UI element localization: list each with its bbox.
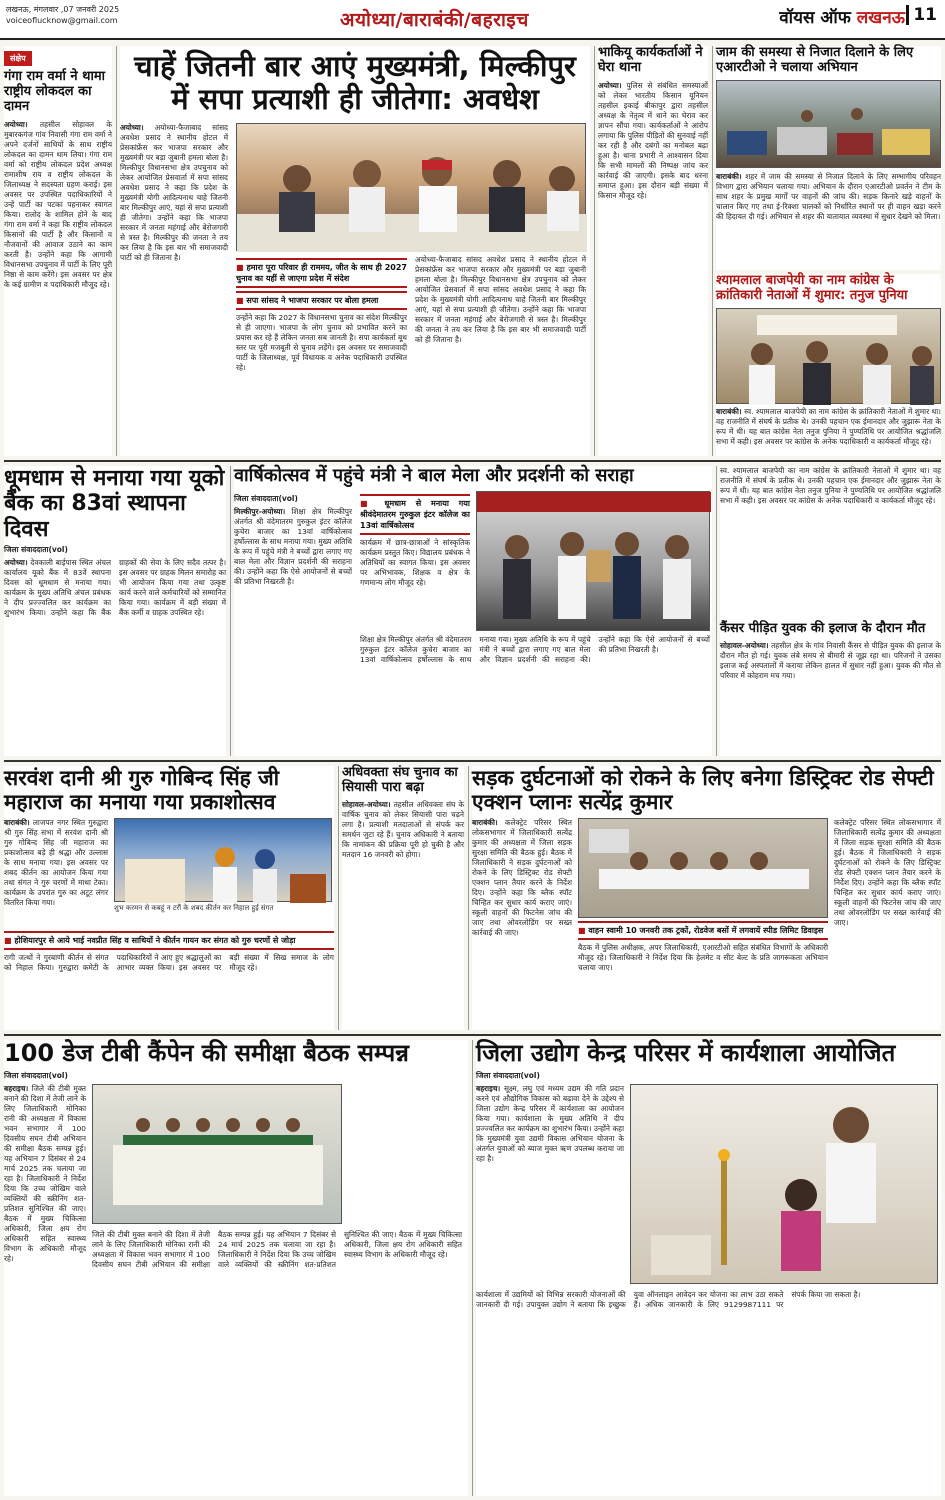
guru-headline: सरवंश दानी श्री गुरु गोबिन्द सिंह जी महाराज का मनाया गया प्रकाशोत्सव [4,766,280,815]
brand-city: लखनऊ [856,8,905,28]
column-rule [468,766,469,1030]
email-line: voiceoflucknow@gmail.com [6,16,118,25]
police-body [598,81,708,441]
jam-article [716,46,941,270]
shyamlal-photo-illustration [717,309,942,405]
brief-headline: गंगा राम वर्मा ने थामा राष्ट्रीय लोकदल का दामन [4,69,105,114]
brief-dateline: अयोध्या। [4,119,28,129]
road-article [472,766,941,1030]
police-dateline: अयोध्या। [598,80,622,90]
guru-text: लाजपत नगर स्थित गुरुद्वारा श्री गुरु सिंह सभा में सरवंश दानी श्री गुरु गोबिन्द सिंह जी महाराज का प्रकाशोत्सव बड़े ही श्रद्धा और उल्लास के साथ मनाया गया। इस अवसर पर शबद कीर्तन का आयोजन किया गया तथा संगत ने गुरु चरणों में माथा टेका। कार्यक्रम के उपरांत गुरु का अटूट लंगर वितरित किया गया। [4,818,108,908]
guru-body-bottom [4,953,334,1035]
lead-photo [236,123,586,251]
police-headline: भाकियू कार्यकर्ताओं ने घेरा थाना [598,45,703,75]
jam-headline: जाम की समस्या से निजात दिलाने के लिए एआरटीओ ने चलाया अभियान [716,45,914,75]
road-body-mid [578,943,828,1003]
tb-byline: जिला संवाददाता(vol) [4,1070,68,1080]
column-rule [472,1040,473,1496]
tb-photo [92,1084,342,1224]
tb-text-2: जिले की टीबी मुक्त बनाने की दिशा में तेजी लाने के लिए जिलाधिकारी मोनिका रानी की अध्यक्षता में विकास भवन सभागार में 100 दिवसीय सघन टीबी अभियान की समीक्षा बैठक सम्पन्न हुई। यह अभियान 7 दिसंबर से 24 मार्च 2025 तक चलाया जा रहा है। जिलाधिकारी ने निर्देश दिया कि उच्च जोखिम वाले व्यक्तियों की स्क्रीनिंग शत-प्रतिशत सुनिश्चित की जाए। बैठक में मुख्य चिकित्सा अधिकारी, जिला क्षय रोग अधिकारी सहित स्वास्थ्य विभाग के अधिकारी मौजूद रहे। [92,1229,462,1269]
brand-prefix: वॉयस ऑफ [779,8,851,28]
guru-photo-caption: शुभ करमन से कबहूं न टरौं के शबद कीर्तन कर निहाल हुई संगत [114,904,274,913]
road-photo [578,818,828,918]
annual-body-mid [360,491,471,587]
bank-byline: जिला संवाददाता(vol) [4,544,68,554]
column-rule [594,46,595,456]
police-text: पुलिस से संबंधित समस्याओं को लेकर भारतीय किसान यूनियन तहसील इकाई बीकापुर द्वारा तहसील अध्यक्ष के नेतृत्व में थाने का घेराव कर ज्ञापन सौंपा गया। कार्यकर्ताओं ने आरोप लगाया कि पुलिस पीड़ितों की सुनवाई नहीं कर रही है और दबंगों का मनोबल बढ़ा हुआ है। थाना प्रभारी ने आश्वासन दिया कि सभी मामलों की निष्पक्ष जांच कर कार्रवाई की जाएगी। इसके बाद धरना समाप्त हुआ। इस दौरान बड़ी संख्या में किसान मौजूद रहे। [598,80,708,200]
bank-body [4,558,226,766]
guru-quote: ■ होशियारपुर से आये भाई नवप्रीत सिंह व साथियों ने कीर्तन गायन कर संगत को गुरु चरणों से जोड़ा [4,931,334,950]
election-body [342,800,464,1000]
page-number: 11 [906,5,937,25]
section-title: अयोध्या/बाराबंकी/बहराइच [340,9,529,31]
column-rule [116,46,117,456]
guru-photo-illustration [115,819,333,903]
annual-quote: ■ धूमधाम से मनाया गया श्रीवंदेमातरम गुरुकुल इंटर कॉलेज का 13वां वार्षिकोत्सव [360,494,470,535]
annual-body-left [234,491,352,741]
brief-text: तहसील सोहावल के मुबारकगंज गांव निवासी गंगा राम वर्मा ने अपने दर्जनों साथियों के साथ राष्ट्रीय लोकदल का दामन थाम लिया। गंगा राम वर्मा को राष्ट्रीय लोकदल प्रदेश अध्यक्ष रामाशीष राय व राष्ट्रीय लोकदल के जिलाध्यक्ष ने सदस्यता ग्रहण कराई। इस अवसर पर उपस्थित पदाधिकारियों ने उन्हें पार्टी का पटका पहनाकर स्वागत किया। रालोद के शामिल होने के बाद गंगा राम वर्मा ने कहा कि राष्ट्रीय लोकदल किसानों की पार्टी है और किसानों व नौजवानों की आवाज उठाने का काम करती है। उन्होंने कहा कि आगामी विधानसभा उपचुनाव में पार्टी के लिए पूरी निष्ठा से काम करेंगे। इस अवसर पर क्षेत्र के कई ग्रामीण व पदाधिकारी मौजूद रहे। [4,119,112,289]
bank-headline: धूमधाम से मनाया गया यूको बैंक का 83वां स्थापना दिवस [4,466,225,542]
annual-text-2: कार्यक्रम में छात्र-छात्राओं ने सांस्कृतिक कार्यक्रम प्रस्तुत किए। विद्यालय प्रबंधक ने अतिथियों का स्वागत किया। इस अवसर पर अभिभावक, शिक्षक व क्षेत्र के गणमान्य लोग मौजूद रहे। [360,537,470,587]
lead-headline: चाहें जितनी बार आएं मुख्यमंत्री, मिल्कीपुर में सपा प्रत्याशी ही जीतेगा: अवधेश [134,49,576,117]
road-body-left [472,818,572,1008]
lead-text-3: अयोध्या-फैजाबाद सांसद अवधेश प्रसाद ने स्थानीय होटल में प्रेसकांफ्रेंस कर भाजपा सरकार और मुख्यमंत्री पर बड़ा जुबानी हमला बोला है। मिल्कीपुर विधानसभा क्षेत्र उपचुनाव को लेकर आयोजित प्रेसवार्ता में सपा सांसद अवधेश प्रसाद ने कहा कि प्रदेश के मुख्यमंत्री योगी आदित्यनाथ चाहे जितनी बार मिल्कीपुर आएं, यहां से सपा प्रत्याशी ही जीतेगा। उन्होंने कहा कि भाजपा सरकार में जनता महंगाई और बेरोजगारी से त्रस्त है। मिल्कीपुर की जनता ने तय कर लिया है कि इस बार भी समाजवादी पार्टी को ही जिताना है। [415,254,586,344]
masthead [0,0,945,40]
annual-photo [476,491,710,631]
jam-text: शहर में जाम की समस्या से निजात दिलाने के लिए सम्भागीय परिवहन विभाग द्वारा अभियान चलाया गया। अभियान के दौरान एआरटीओ प्रवर्तन ने टीम के साथ शहर के प्रमुख मार्गों पर वाहनों की जांच की। सड़क किनारे खड़े वाहनों के चालान किए गए तथा ई-रिक्शा चालकों को निर्धारित स्थानों पर ही वाहन खड़ा करने की हिदायत दी गई। अभियान से शहर की यातायात व्यवस्था में सुधार देखने को मिला। [716,171,941,221]
column-rule [230,466,231,756]
election-quote: ■ वाहन स्वामी 10 जनवरी तक ट्रकों, रोडवेज बसों में लगवायें स्पीड लिमिट डिवाइस [578,921,828,940]
shyamlal-body [716,407,941,457]
cancer-body [720,641,941,751]
section-rule [4,1034,941,1036]
jam-body [716,172,941,272]
brand-logo [779,5,905,28]
shyamlal-article [716,274,941,456]
industry-article [476,1040,941,1496]
shyamlal-text-cont: स्व. श्यामलाल बाजपेयी का नाम कांग्रेस के क्रांतिकारी नेताओं में शुमार था। वह राजनीति में संघर्ष के प्रतीक थे। उनकी पहचान एक ईमानदार और जुझारू नेता के रूप में थी। यह बात कांग्रेस नेता तनुज पुनिया ने पुण्यतिथि पर आयोजित श्रद्धांजलि सभा में कही। इस अवसर पर कांग्रेस के अनेक पदाधिकारी व कार्यकर्ता मौजूद रहे। [720,466,941,505]
tb-photo-illustration [93,1085,343,1225]
tb-text: जिले की टीबी मुक्त बनाने की दिशा में तेजी लाने के लिए जिलाधिकारी मोनिका रानी की अध्यक्षता में विकास भवन सभागार में 100 दिवसीय सघन टीबी अभियान की समीक्षा बैठक सम्पन्न हुई। यह अभियान 7 दिसंबर से 24 मार्च 2025 तक चलाया जा रहा है। जिलाधिकारी ने निर्देश दिया कि उच्च जोखिम वाले व्यक्तियों की स्क्रीनिंग शत-प्रतिशत सुनिश्चित की जाए। बैठक में मुख्य चिकित्सा अधिकारी, जिला क्षय रोग अधिकारी सहित स्वास्थ्य विभाग के अधिकारी मौजूद रहे। [4,1083,86,1263]
annual-body-right [360,635,710,755]
lead-article [120,46,590,456]
industry-body-left [476,1084,624,1284]
annual-dateline: मिल्कीपुर-अयोध्या। [234,506,286,516]
column-rule [338,766,339,1030]
industry-text: सूक्ष्म, लघु एवं मध्यम उद्यम की गति प्रदान करने एवं औद्योगिक विकास को बढ़ावा देने के उद्देश्य से जिला उद्योग केन्द्र परिसर में कार्यशाला का आयोजन किया गया। कार्यशाला के मुख्य अतिथि ने दीप प्रज्ज्वलित कर कार्यक्रम का शुभारंभ किया। उन्होंने कहा कि मुख्यमंत्री युवा उद्यमी विकास अभियान योजना के अंतर्गत युवाओं को ब्याज मुक्त ऋण उपलब्ध कराया जा रहा है। [476,1083,624,1163]
industry-headline: जिला उद्योग केन्द्र परिसर में कार्यशाला आयोजित [476,1039,896,1067]
shyamlal-dateline: बाराबंकी। [716,406,742,416]
guru-article [4,766,334,1030]
industry-text-2: कार्यशाला में उद्यमियों को विभिन्न सरकारी योजनाओं की जानकारी दी गई। उपायुक्त उद्योग ने बताया कि इच्छुक युवा ऑनलाइन आवेदन कर योजना का लाभ उठा सकते हैं। अधिक जानकारी के लिए 9129987111 पर संपर्क किया जा सकता है। [476,1289,861,1309]
guru-dateline: बाराबंकी। [4,818,30,828]
shyamlal-headline: श्यामलाल बाजपेयी का नाम कांग्रेस के क्रांतिकारी नेताओं में शुमार: तनुज पुनिया [716,273,908,303]
jam-photo [716,80,941,168]
jam-dateline: बाराबंकी। [716,171,742,181]
jam-photo-illustration [717,81,942,169]
date-line: लखनऊ, मंगलवार ,07 जनवरी 2025 [6,5,120,14]
cancer-text: तहसील क्षेत्र के गांव निवासी कैंसर से पीड़ित युवक की इलाज के दौरान मौत हो गई। युवक लंबे समय से बीमारी से जूझ रहा था। परिजनों ने उसका इलाज कई अस्पतालों में कराया लेकिन हालत में सुधार नहीं हुआ। युवक की मौत से परिवार में कोहराम मच गया। [720,640,941,680]
election-dateline: सोहावल-अयोध्या। [342,799,391,809]
annual-photo-illustration [477,492,711,632]
tb-headline: 100 डेज टीबी कैंपेन की समीक्षा बैठक सम्पन्न [4,1039,409,1067]
lead-body-mid [236,255,407,451]
industry-photo-illustration [631,1085,939,1285]
tb-dateline: बहराइच। [4,1083,29,1093]
police-article [598,46,708,456]
guru-body-left [4,818,108,928]
tb-body-left [4,1084,86,1484]
shyamlal-photo [716,308,941,404]
road-photo-illustration [579,819,829,919]
masthead-meta [6,4,119,26]
brief-article [4,46,112,456]
road-text: कलेक्ट्रेट परिसर स्थित लोकसभागार में जिलाधिकारी सत्येंद्र कुमार की अध्यक्षता में जिला सड़क सुरक्षा समिति की बैठक हुई। बैठक में जिलाधिकारी ने सड़क दुर्घटनाओं को रोकने के लिए डिस्ट्रिक्ट रोड सेफ्टी एक्शन प्लान तैयार करने के निर्देश दिए। उन्होंने कहा कि ब्लैक स्पॉट चिन्हित कर सुधार कार्य कराए जाएं। स्कूली वाहनों की फिटनेस जांच की जाए तथा ओवरलोडिंग पर सख्त कार्रवाई की जाए। [472,818,572,938]
brief-tag: संक्षेप [4,51,32,66]
annual-text-3: शिक्षा क्षेत्र मिल्कीपुर अंतर्गत श्री वंदेमातरम गुरुकुल इंटर कॉलेज कुचेरा बाजार का 13वां वार्षिकोत्सव हर्षोल्लास के साथ मनाया गया। मुख्य अतिथि के रूप में पहुंचे मंत्री ने बच्चों द्वारा लगाए गए बाल मेला और विज्ञान प्रदर्शनी की सराहना की। उन्होंने कहा कि ऐसे आयोजनों से बच्चों की प्रतिभा निखरती है। [360,634,710,664]
industry-photo [630,1084,938,1284]
guru-photo [114,818,332,902]
road-body-right [834,818,941,1038]
section-rule [4,460,941,462]
shyamlal-body-cont [720,466,941,616]
lead-text-2: उन्होंने कहा कि 2027 के विधानसभा चुनाव का संदेश मिल्कीपुर से ही जाएगा। भाजपा के लोग चुनाव को प्रभावित करने का प्रयास कर रहे हैं लेकिन जनता सब जानती है। सपा कार्यकर्ता बूथ स्तर पर पूरी मजबूती से चुनाव लड़ेंगे। इस अवसर पर समाजवादी पार्टी के जिलाध्यक्ष, पूर्व विधायक व अनेक पदाधिकारी उपस्थित रहे। [236,312,407,372]
lead-body-left [120,123,228,453]
bank-article [4,466,226,756]
guru-text-2: रागी जत्थों ने गुरबाणी कीर्तन से संगत को निहाल किया। गुरुद्वारा कमेटी के पदाधिकारियों ने आए हुए श्रद्धालुओं का आभार व्यक्त किया। इस अवसर पर बड़ी संख्या में सिख समाज के लोग मौजूद रहे। [4,953,334,973]
tb-body-right [92,1230,462,1480]
lead-quote-1: ■ हमारा पूरा परिवार ही राममय, जीत के साथ ही 2027 चुनाव का यहीं से जाएगा प्रदेश में संदेश [236,258,407,288]
industry-dateline: बहराइच। [476,1083,501,1093]
lead-photo-illustration [237,124,587,252]
section-rule [4,760,941,762]
bank-text: देवकाली बाईपास स्थित अंचल कार्यालय यूको बैंक में 83वें स्थापना दिवस को धूमधाम से मनाया गया। कार्यक्रम के मुख्य अतिथि अंचल प्रबंधक ने दीप प्रज्ज्वलित कर कार्यक्रम का शुभारंभ किया। उन्होंने कहा कि बैंक ग्राहकों की सेवा के लिए सदैव तत्पर है। इस अवसर पर ग्राहक मिलन समारोह का भी आयोजन किया गया तथा उत्कृष्ट कार्य करने वाले कर्मचारियों को सम्मानित किया गया। कार्यक्रम में बड़ी संख्या में बैंक कर्मी व ग्राहक उपस्थित रहे। [4,557,226,617]
election-headline: अधिवक्ता संघ चुनाव का सियासी पारा बढ़ा [342,765,458,795]
cancer-headline: कैंसर पीड़ित युवक की इलाज के दौरान मौत [720,621,926,636]
road-text-3: कलेक्ट्रेट परिसर स्थित लोकसभागार में जिलाधिकारी सत्येंद्र कुमार की अध्यक्षता में जिला सड़क सुरक्षा समिति की बैठक हुई। बैठक में जिलाधिकारी ने सड़क दुर्घटनाओं को रोकने के लिए डिस्ट्रिक्ट रोड सेफ्टी एक्शन प्लान तैयार करने के निर्देश दिए। उन्होंने कहा कि ब्लैक स्पॉट चिन्हित कर सुधार कार्य कराए जाएं। स्कूली वाहनों की फिटनेस जांच की जाए तथा ओवरलोडिंग पर सख्त कार्रवाई की जाए। [834,818,941,928]
shyamlal-text: स्व. श्यामलाल बाजपेयी का नाम कांग्रेस के क्रांतिकारी नेताओं में शुमार था। वह राजनीति में संघर्ष के प्रतीक थे। उनकी पहचान एक ईमानदार और जुझारू नेता के रूप में थी। यह बात कांग्रेस नेता तनुज पुनिया ने पुण्यतिथि पर आयोजित श्रद्धांजलि सभा में कही। इस अवसर पर कांग्रेस के अनेक पदाधिकारी व कार्यकर्ता मौजूद रहे। [716,406,941,446]
annual-article [234,466,712,756]
bank-dateline: अयोध्या। [4,557,28,567]
road-text-2: बैठक में पुलिस अधीक्षक, अपर जिलाधिकारी, एआरटीओ सहित संबंधित विभागों के अधिकारी मौजूद रहे। जिलाधिकारी ने निर्देश दिया कि हेलमेट व सीट बेल्ट के प्रति जागरूकता अभियान चलाया जाए। [578,943,828,973]
cancer-dateline: सोहावल-अयोध्या। [720,640,769,650]
road-dateline: बाराबंकी। [472,818,498,828]
annual-text: शिक्षा क्षेत्र मिल्कीपुर अंतर्गत श्री वंदेमातरम गुरुकुल इंटर कॉलेज कुचेरा बाजार का 13वां वार्षिकोत्सव हर्षोल्लास के साथ मनाया गया। मुख्य अतिथि के रूप में पहुंचे मंत्री ने बच्चों द्वारा लगाए गए बाल मेला और विज्ञान प्रदर्शनी की सराहना की। उन्होंने कहा कि ऐसे आयोजनों से बच्चों की प्रतिभा निखरती है। [234,506,353,586]
column-rule [712,46,713,456]
tb-article [4,1040,468,1496]
annual-headline: वार्षिकोत्सव में पहुंचे मंत्री ने बाल मेला और प्रदर्शनी को सराहा [234,465,634,486]
lead-dateline: अयोध्या। [120,122,144,132]
annual-byline: जिला संवाददाता(vol) [234,493,298,503]
cancer-article [720,466,941,756]
lead-text: अयोध्या-फैजाबाद सांसद अवधेश प्रसाद ने स्थानीय होटल में प्रेसकांफ्रेंस कर भाजपा सरकार और मुख्यमंत्री पर बड़ा जुबानी हमला बोला है। मिल्कीपुर विधानसभा क्षेत्र उपचुनाव को लेकर आयोजित प्रेसवार्ता में सपा सांसद अवधेश प्रसाद ने कहा कि प्रदेश के मुख्यमंत्री योगी आदित्यनाथ चाहे जितनी बार मिल्कीपुर आएं, यहां से सपा प्रत्याशी ही जीतेगा। उन्होंने कहा कि भाजपा सरकार में जनता महंगाई और बेरोजगारी से त्रस्त है। मिल्कीपुर की जनता ने तय कर लिया है कि इस बार भी समाजवादी पार्टी को ही जिताना है। [120,122,228,262]
lead-body-right [415,255,586,451]
industry-byline: जिला संवाददाता(vol) [476,1070,540,1080]
industry-body-bottom [476,1290,941,1490]
road-headline: सड़क दुर्घटनाओं को रोकने के लिए बनेगा डिस्ट्रिक्ट रोड सेफ्टी एक्शन प्लानः सत्येंद्र कुमार [472,766,934,815]
election-article [342,766,464,1030]
lead-quote-2: ■ सपा सांसद ने भाजपा सरकार पर बोला हमला [236,291,407,310]
column-rule [716,466,717,756]
brief-body [4,120,112,450]
election-text: तहसील अधिवक्ता संघ के वार्षिक चुनाव को लेकर सियासी पारा चढ़ने लगा है। प्रत्याशी मतदाताओं से संपर्क कर समर्थन जुटा रहे हैं। चुनाव अधिकारी ने बताया कि नामांकन की प्रक्रिया पूरी हो चुकी है और मतदान 16 जनवरी को होगा। [342,799,465,859]
